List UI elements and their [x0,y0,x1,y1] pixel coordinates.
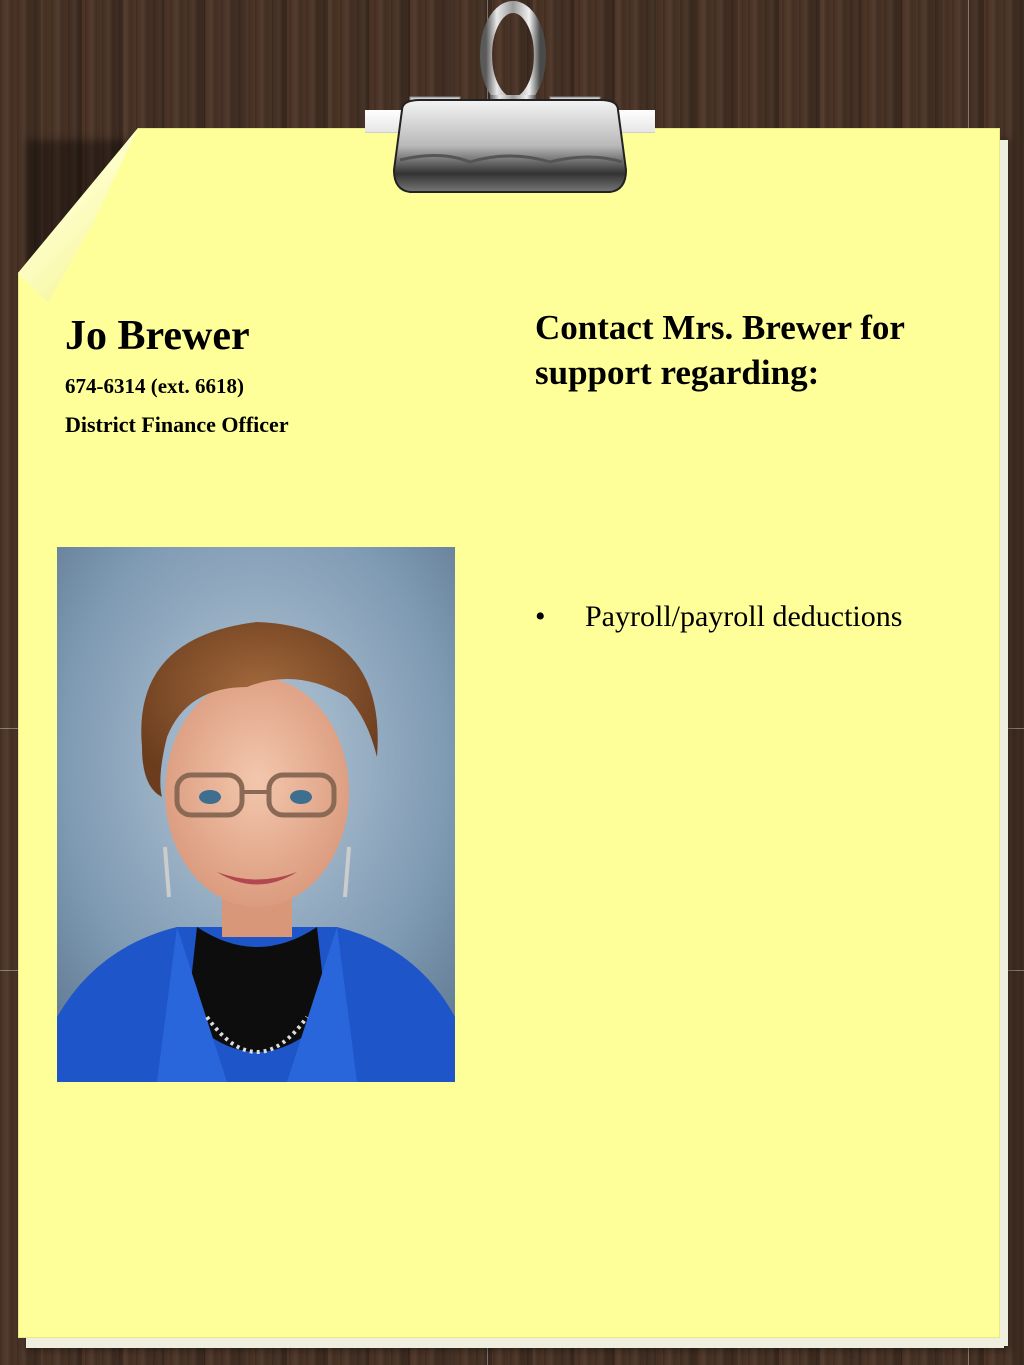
binder-clip-icon [380,0,640,200]
bullet-icon: • [535,600,546,633]
contact-heading: Contact Mrs. Brewer for support regarding: [535,308,905,392]
paper-stack-edge [26,1338,1004,1348]
topic-label: Payroll/payroll deductions [585,600,903,633]
support-topics-list [535,600,902,634]
paper-stack-edge [1000,140,1008,1346]
person-name: Jo Brewer [65,313,250,359]
portrait-photo [57,547,455,1082]
list-item [535,600,902,634]
person-phone: 674-6314 (ext. 6618) [65,374,245,398]
person-title: District Finance Officer [65,412,289,437]
